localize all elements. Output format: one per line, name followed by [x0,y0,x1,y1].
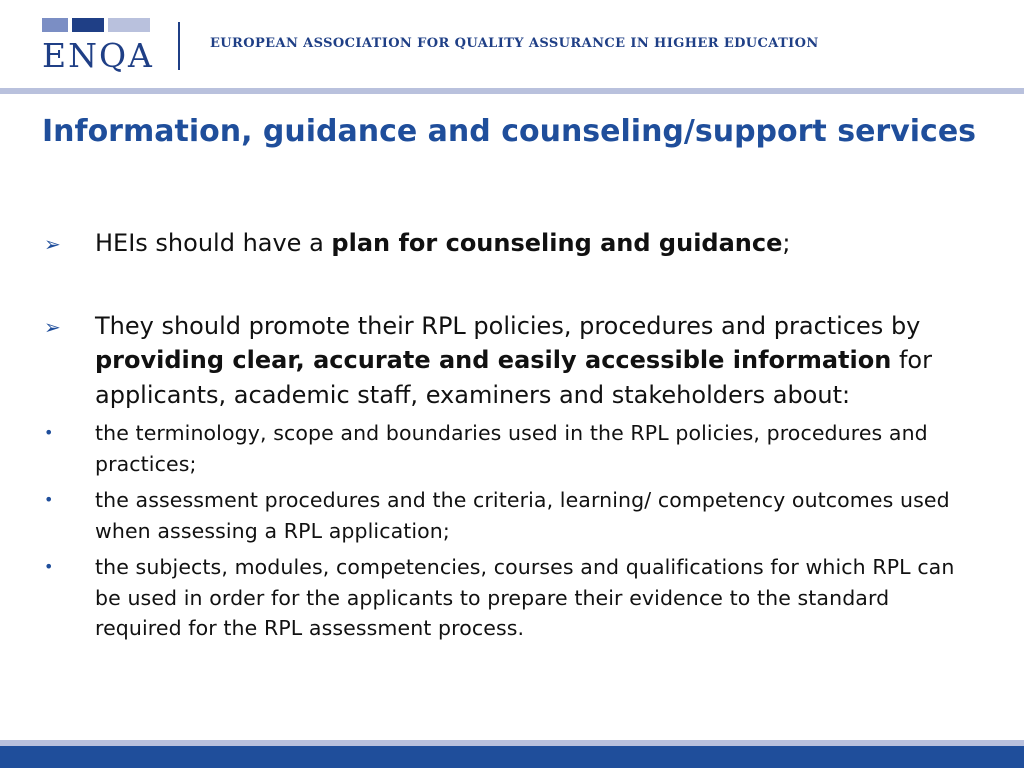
bullet-item [42,226,972,261]
dot-bullet-icon: • [44,557,54,576]
sub-bullet-text: the subjects, modules, competencies, courses and qualifications for which RPL can be used in order for the applicants to prepare their evidence to the standard required for the RPL assessment process. [95,555,955,640]
dot-bullet-icon: • [44,490,54,509]
bullet-text: HEIs should have a [95,229,332,257]
slide-title: Information, guidance and counseling/support services [42,114,977,149]
sub-bullet-item [42,418,972,479]
sub-bullet-text: the assessment procedures and the criteria, learning/ competency outcomes used when assessing a RPL application; [95,488,950,543]
arrow-bullet-icon: ➢ [44,232,61,256]
sub-bullet-text: the terminology, scope and boundaries used in the RPL policies, procedures and practices; [95,421,928,476]
bullet-bold-text: providing clear, accurate and easily accessible information [95,346,892,374]
slide-body [42,226,972,644]
slide-header [0,0,1024,88]
header-rule [0,88,1024,94]
logo-text: ENQA [42,36,154,75]
bullet-bold-text: plan for counseling and guidance [331,229,783,257]
sub-bullet-item [42,485,972,546]
association-name: EUROPEAN ASSOCIATION FOR QUALITY ASSURANCE IN HIGHER EDUCATION [210,36,819,51]
footer-bar [0,746,1024,768]
logo-bars [42,18,152,32]
bullet-item [42,309,972,413]
enqa-logo [42,18,152,74]
bullet-text: for applicants, academic staff, examiners and stakeholders about: [95,346,932,409]
logo-bar [42,18,68,32]
logo-bar [72,18,104,32]
dot-bullet-icon: • [44,423,54,442]
bullet-text: ; [782,229,791,257]
logo-bar [108,18,150,32]
header-divider [178,22,180,70]
sub-bullet-item [42,552,972,644]
bullet-text: They should promote their RPL policies, procedures and practices by [95,311,921,340]
arrow-bullet-icon: ➢ [44,314,61,339]
